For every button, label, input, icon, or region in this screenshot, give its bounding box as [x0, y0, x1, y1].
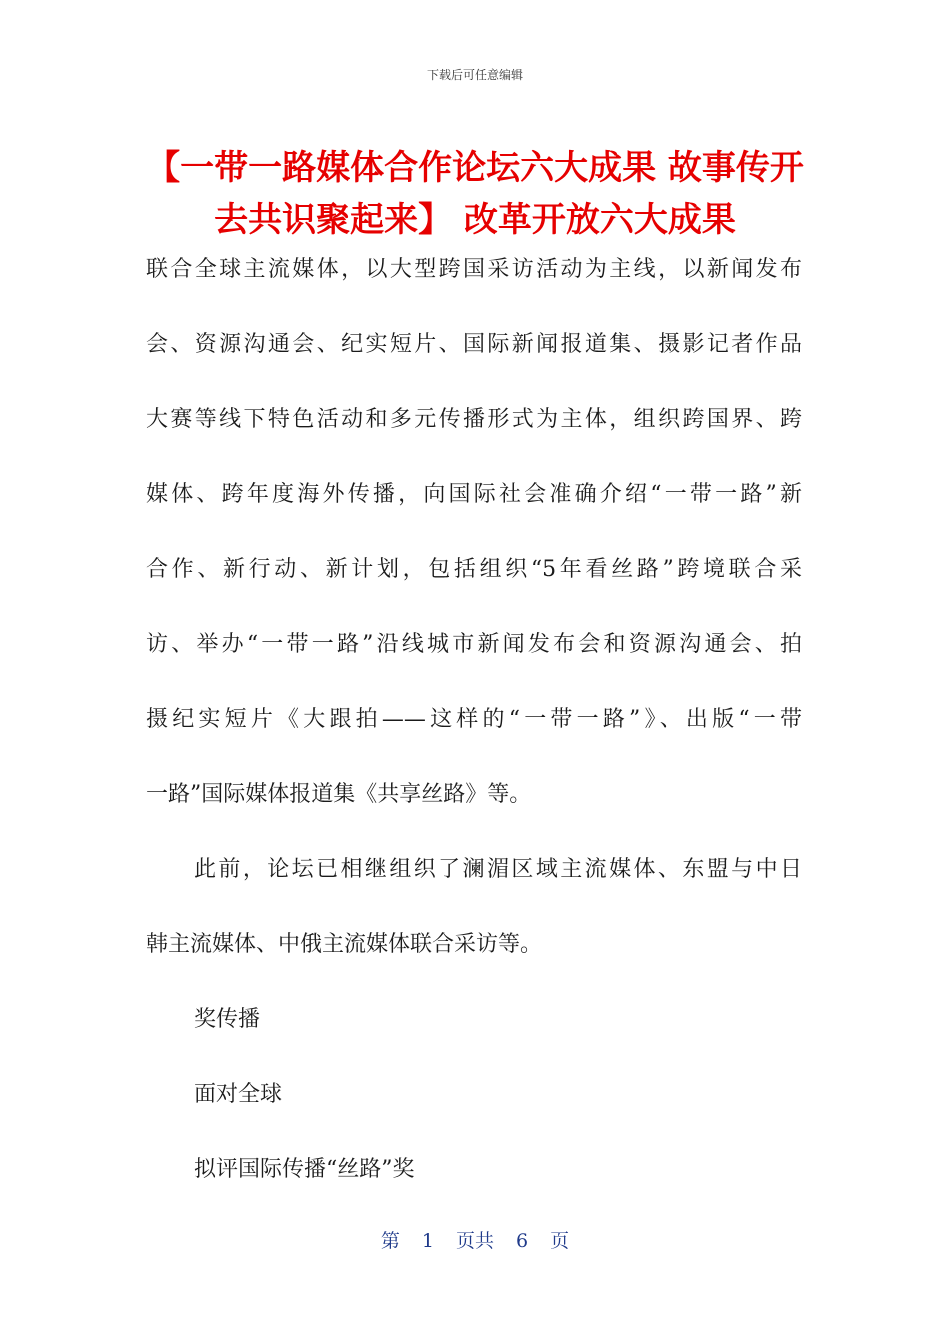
- page-label-prefix: 第: [380, 1230, 400, 1252]
- page-label-suffix: 页: [550, 1230, 570, 1252]
- header-note: 下载后可任意编辑: [426, 68, 523, 82]
- text-line: 此前，论坛已相继组织了澜湄区域主流媒体、东盟与中日: [194, 857, 802, 882]
- text-line: 访、举办“一带一路”沿线城市新闻发布会和资源沟通会、拍: [146, 632, 802, 657]
- text-line: 媒体、跨年度海外传播，向国际社会准确介绍“一带一路”新: [146, 482, 802, 507]
- heading-lines: [146, 1002, 802, 1227]
- text-line: 合作、新行动、新计划，包括组织“5年看丝路”跨境联合采: [146, 557, 802, 582]
- text-line: 韩主流媒体、中俄主流媒体联合采访等。: [146, 932, 543, 957]
- text-line: 大赛等线下特色活动和多元传播形式为主体，组织跨国界、跨: [146, 407, 802, 432]
- current-page-number: 1: [421, 1230, 434, 1252]
- document-title: [130, 142, 820, 246]
- paragraph-2: [146, 852, 802, 1002]
- text-line: 摄纪实短片《大跟拍——这样的“一带一路”》、出版“一带: [146, 707, 802, 732]
- heading-line: 奖传播: [194, 1007, 261, 1032]
- title-line-1: 【一带一路媒体合作论坛六大成果 故事传开: [146, 148, 804, 188]
- text-line: 会、资源沟通会、纪实短片、国际新闻报道集、摄影记者作品: [146, 332, 802, 357]
- text-line: 一路”国际媒体报道集《共享丝路》等。: [146, 782, 532, 807]
- text-line: 联合全球主流媒体，以大型跨国采访活动为主线，以新闻发布: [146, 257, 802, 282]
- page-footer: [0, 1226, 950, 1253]
- page-label-mid: 页共: [455, 1230, 494, 1252]
- heading-line: 面对全球: [194, 1082, 283, 1107]
- total-pages-number: 6: [516, 1230, 529, 1252]
- document-body: [146, 252, 802, 1227]
- title-line-2: 去共识聚起来】 改革开放六大成果: [214, 200, 736, 240]
- heading-line: 拟评国际传播“丝路”奖: [194, 1157, 415, 1182]
- paragraph-1: [146, 252, 802, 852]
